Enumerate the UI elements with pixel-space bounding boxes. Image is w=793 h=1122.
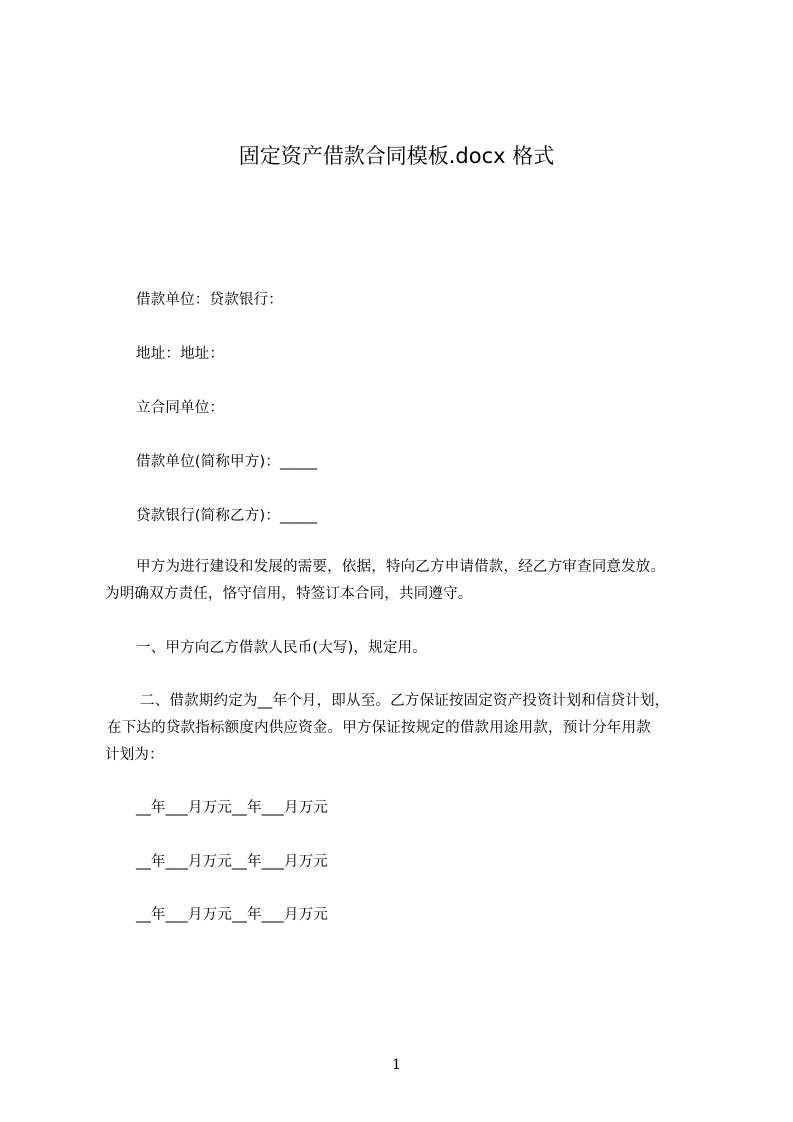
party-a-line: 借款单位(简称甲方)：_____: [136, 454, 318, 470]
schedule-row-2: __年___月万元__年___月万元: [136, 854, 329, 870]
page-number: 1: [392, 1057, 401, 1073]
address-line: 地址：地址：: [136, 346, 225, 362]
schedule-row-1: __年___月万元__年___月万元: [136, 800, 329, 816]
intro-paragraph-line-1: 甲方为进行建设和发展的需要，依据，特向乙方申请借款，经乙方审查同意发放。: [136, 559, 666, 575]
clause-1: 一、甲方向乙方借款人民币(大写)，规定用。: [136, 640, 428, 656]
clause-2-line-2: 在下达的贷款指标额度内供应资金。甲方保证按规定的借款用途用款，预计分年用款: [107, 720, 651, 736]
borrower-lender-line: 借款单位：贷款银行：: [136, 292, 283, 308]
document-title: 固定资产借款合同模板.docx 格式: [238, 144, 555, 168]
clause-2-line-3: 计划为：: [105, 747, 164, 763]
intro-paragraph-line-2: 为明确双方责任，恪守信用，特签订本合同，共同遵守。: [105, 586, 473, 602]
clause-2-line-1: 二、借款期约定为__年个月，即从至。乙方保证按固定资产投资计划和信贷计划，: [140, 693, 670, 709]
schedule-row-3: __年___月万元__年___月万元: [136, 907, 329, 923]
party-b-line: 贷款银行(简称乙方)：_____: [136, 508, 318, 524]
contract-parties-line: 立合同单位：: [136, 400, 225, 416]
